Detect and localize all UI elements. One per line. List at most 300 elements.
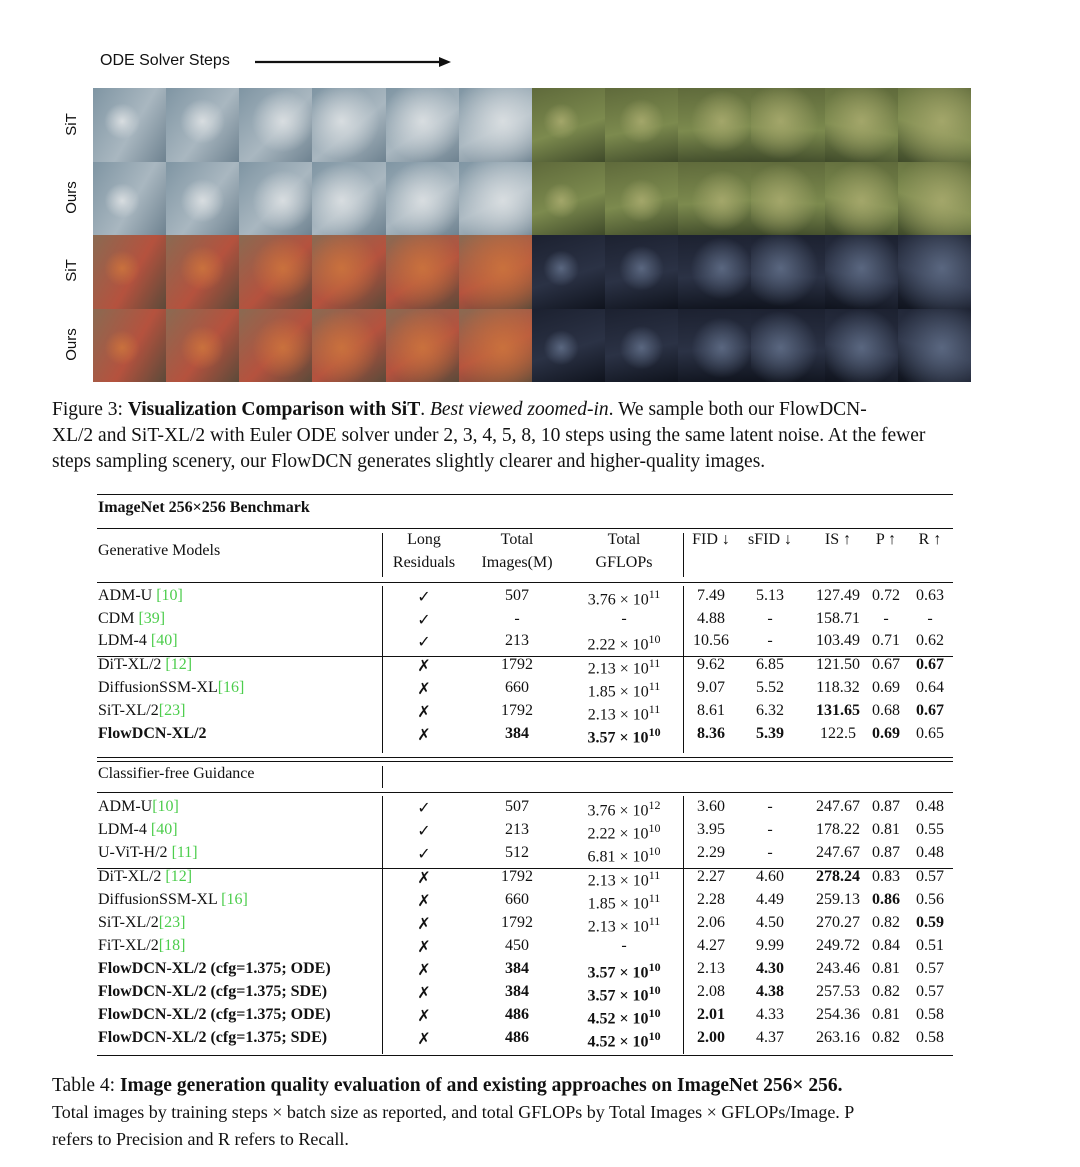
long-residual-cross: ✗ (417, 916, 431, 933)
model-name-text: SiT-XL/2 (98, 914, 159, 931)
sample-image-tile (459, 88, 532, 162)
sample-image-tile (239, 309, 312, 383)
citation-ref: [10] (152, 798, 179, 815)
model-name-text: ADM-U (98, 798, 153, 815)
model-name-text: LDM-4 (98, 632, 151, 649)
gflops-exponent: 10 (648, 725, 661, 739)
gflops-exponent: 10 (648, 632, 661, 646)
gflops-exponent: 10 (648, 1006, 661, 1020)
header-sfid: sFID ↓ (747, 531, 792, 548)
sample-image-tile (825, 235, 898, 309)
is-value: 247.67 (816, 844, 860, 861)
gflops-base: - (621, 609, 627, 627)
table-vline (683, 796, 684, 1054)
r-value: 0.48 (916, 798, 944, 815)
fid-value: 2.01 (697, 1006, 725, 1023)
model-name-text: DiffusionSSM-XL (98, 679, 218, 696)
table-rule (97, 761, 953, 762)
citation-ref: [40] (150, 821, 178, 838)
is-value: 254.36 (816, 1006, 860, 1023)
figure-caption-text-3: steps sampling scenery, our FlowDCN generates slightly clearer and higher-quality images. (52, 451, 766, 472)
row-label-sit-1: SiT (62, 113, 80, 136)
r-value: 0.58 (916, 1029, 944, 1046)
fid-value: 2.28 (697, 891, 725, 908)
sfid-value: 4.38 (756, 983, 784, 1000)
gflops-exponent: 11 (648, 914, 661, 928)
sample-image-tile (605, 162, 678, 236)
p-value: 0.67 (872, 656, 900, 673)
long-residual-cross: ✗ (417, 962, 431, 979)
sample-image-tile (312, 235, 385, 309)
gflops-base: 3.57 × 10 (587, 729, 649, 747)
header-total-images-2: Images(M) (481, 554, 553, 571)
fid-value: 3.95 (697, 821, 725, 838)
sample-image-tile (166, 162, 239, 236)
citation-ref: [11] (171, 844, 198, 861)
model-name (98, 702, 185, 720)
sample-image-tile (312, 309, 385, 383)
gflops-base: 2.22 × 10 (587, 636, 649, 654)
fid-value: 8.36 (697, 725, 725, 742)
gflops-base: 3.57 × 10 (587, 964, 649, 982)
table-title: ImageNet 256×256 Benchmark (98, 499, 310, 516)
table-caption-label: Table 4: (52, 1075, 116, 1096)
header-total-gflops-1: Total (607, 531, 641, 548)
total-images-value: 1792 (501, 868, 533, 885)
r-value: 0.67 (916, 656, 944, 673)
header-is: IS ↑ (824, 531, 852, 548)
table-vline (382, 766, 383, 788)
table-caption-title: Image generation quality evaluation of and existing approaches on ImageNet 256× 256. (119, 1075, 843, 1096)
model-name-text: FlowDCN-XL/2 (98, 1029, 207, 1046)
sample-image-tile (312, 88, 385, 162)
sample-image-tile (93, 309, 166, 383)
sfid-value: - (767, 821, 773, 838)
total-images-value: 507 (505, 798, 529, 815)
sample-image-tile (386, 309, 459, 383)
total-images-value: 384 (505, 725, 529, 742)
sample-image-tile (93, 162, 166, 236)
total-images-value: 1792 (501, 914, 533, 931)
gflops-exponent: 10 (648, 983, 661, 997)
model-name-text: U-ViT-H/2 (98, 844, 172, 861)
header-total-gflops-2: GFLOPs (595, 554, 653, 571)
r-value: 0.63 (916, 587, 944, 604)
is-value: 270.27 (816, 914, 860, 931)
gflops-base: 2.22 × 10 (587, 825, 649, 843)
sfid-value: - (767, 798, 773, 815)
table-vline (683, 533, 684, 577)
figure-caption-emphasis: Best viewed zoomed-in (429, 399, 609, 420)
sample-image-tile (386, 88, 459, 162)
is-value: 247.67 (816, 798, 860, 815)
gflops-base: 1.85 × 10 (587, 683, 649, 701)
p-value: - (883, 609, 889, 627)
sample-image-tile (166, 309, 239, 383)
r-value: 0.57 (916, 983, 944, 1000)
sfid-value: 4.50 (756, 914, 784, 931)
p-value: 0.84 (872, 937, 900, 954)
sample-image-tile (825, 309, 898, 383)
row-label-ours-1: Ours (62, 181, 80, 214)
fid-value: 4.27 (697, 937, 725, 954)
gflops-base: 1.85 × 10 (587, 895, 649, 913)
sfid-value: 5.52 (756, 679, 784, 696)
total-images-value: 1792 (501, 656, 533, 673)
sfid-value: 6.85 (756, 656, 784, 673)
table-caption-line-3: refers to Precision and R refers to Recall. (52, 1129, 349, 1149)
model-name (98, 725, 206, 743)
gflops-base: 3.76 × 10 (587, 591, 649, 609)
total-images-value: 660 (505, 891, 529, 908)
sample-image-tile (678, 309, 751, 383)
sample-image-tile (386, 162, 459, 236)
is-value: 131.65 (816, 702, 860, 719)
row-label-ours-2: Ours (62, 328, 80, 361)
r-value: 0.65 (916, 725, 944, 742)
table-rule (97, 528, 953, 529)
p-value: 0.69 (872, 679, 900, 696)
gflops-exponent: 11 (648, 587, 661, 601)
model-config-text: (cfg=1.375; SDE) (206, 1029, 328, 1046)
model-name-text: DiffusionSSM-XL (98, 891, 222, 908)
sample-image-tile (751, 235, 824, 309)
is-value: 118.32 (816, 679, 860, 696)
sfid-value: 9.99 (756, 937, 784, 954)
is-value: 249.72 (816, 937, 860, 954)
long-residual-cross: ✗ (417, 1008, 431, 1025)
r-value: 0.48 (916, 844, 944, 861)
total-images-value: 1792 (501, 702, 533, 719)
long-residual-check: ✓ (417, 611, 431, 629)
header-precision: P ↑ (875, 531, 897, 548)
r-value: 0.59 (916, 914, 944, 931)
model-name (98, 679, 244, 697)
long-residual-cross: ✗ (417, 658, 431, 675)
gflops-base: 2.13 × 10 (587, 872, 649, 890)
gflops-base: 2.13 × 10 (587, 918, 649, 936)
p-value: 0.83 (872, 868, 900, 885)
citation-ref: [23] (158, 914, 186, 931)
gflops-base: 2.13 × 10 (587, 660, 649, 678)
fid-value: 2.08 (697, 983, 725, 1000)
sample-image-tile (459, 235, 532, 309)
fid-value: 4.88 (697, 609, 725, 627)
total-images-value: 213 (505, 821, 529, 838)
model-name (98, 632, 178, 650)
total-images-value: 486 (505, 1029, 529, 1046)
model-name (98, 610, 165, 628)
sample-image-tile (239, 235, 312, 309)
gflops-base: 4.52 × 10 (587, 1033, 649, 1051)
table-rule (97, 757, 953, 758)
sample-image-tile (751, 88, 824, 162)
cfg-section-label: Classifier-free Guidance (98, 765, 255, 782)
citation-ref: [23] (158, 702, 186, 719)
figure-caption: Figure 3: Visualization Comparison with SiT. Best viewed zoomed-in. We sample both our FlowDCN- XL/2 and SiT-XL/2 with Euler ODE solver under 2, 3, 4, 5, 8, 10 steps using the same latent noise. At the fewer steps sampling scenery, our FlowDCN generates slightly clearer and higher-quality images. (52, 399, 926, 472)
citation-ref: [16] (217, 679, 245, 696)
sample-image-tile (532, 235, 605, 309)
model-name-text: SiT-XL/2 (98, 702, 159, 719)
sample-image-tile (678, 88, 751, 162)
sfid-value: - (767, 632, 773, 649)
fid-value: 2.06 (697, 914, 725, 931)
sample-image-tile (532, 88, 605, 162)
sample-image-tile (605, 309, 678, 383)
fid-value: 2.00 (697, 1029, 725, 1046)
table-rule (97, 582, 953, 583)
fid-value: 10.56 (693, 632, 729, 649)
sample-image-tile (678, 162, 751, 236)
sample-image-tile (898, 235, 971, 309)
is-value: 259.13 (816, 891, 860, 908)
gflops-base: - (621, 937, 627, 954)
citation-ref: [12] (165, 656, 193, 673)
citation-ref: [40] (150, 632, 178, 649)
gflops-exponent: 10 (648, 960, 661, 974)
model-name-text: FlowDCN-XL/2 (98, 960, 207, 977)
sfid-value: 6.32 (756, 702, 784, 719)
header-models: Generative Models (98, 542, 221, 559)
r-value: 0.57 (916, 868, 944, 885)
table-rule (97, 494, 953, 495)
header-long-1: Long (407, 531, 441, 548)
r-value: 0.67 (916, 702, 944, 719)
model-name (98, 960, 331, 978)
citation-ref: [39] (138, 609, 166, 627)
model-name (98, 914, 185, 932)
gflops-exponent: 10 (648, 1029, 661, 1043)
r-value: 0.58 (916, 1006, 944, 1023)
sample-image-tile (386, 235, 459, 309)
model-name (98, 937, 185, 955)
gflops-exponent: 11 (648, 868, 661, 882)
gflops-exponent: 12 (648, 798, 661, 812)
is-value: 127.49 (816, 587, 860, 604)
row-label-sit-2: SiT (62, 259, 80, 282)
table-vline (382, 796, 383, 1054)
sfid-value: 4.30 (756, 960, 784, 977)
long-residual-cross: ✗ (417, 1031, 431, 1048)
sfid-value: 4.60 (756, 868, 784, 885)
long-residual-cross: ✗ (417, 870, 431, 887)
steps-arrow-icon (255, 55, 455, 69)
is-value: 178.22 (816, 821, 860, 838)
long-residual-check: ✓ (417, 634, 431, 651)
model-config-text: (cfg=1.375; SDE) (206, 983, 328, 1000)
long-residual-cross: ✗ (417, 704, 431, 721)
sample-image-tile (825, 162, 898, 236)
citation-ref: [10] (156, 587, 183, 604)
sample-image-tile (825, 88, 898, 162)
long-residual-cross: ✗ (417, 939, 431, 956)
fid-value: 9.62 (697, 656, 725, 673)
gflops-base: 4.52 × 10 (587, 1010, 649, 1028)
is-value: 278.24 (816, 868, 860, 885)
citation-ref: [16] (221, 891, 248, 908)
table-caption (52, 1073, 1012, 1153)
header-long-2: Residuals (392, 554, 456, 571)
fid-value: 3.60 (697, 798, 725, 815)
sample-image-tile (605, 235, 678, 309)
sfid-value: 5.13 (756, 587, 784, 604)
header-total-images-1: Total (500, 531, 534, 548)
sfid-value: 4.37 (756, 1029, 784, 1046)
model-name-text: CDM (98, 609, 139, 627)
total-images-value: 213 (505, 632, 529, 649)
model-name (98, 656, 192, 674)
model-name-text: FlowDCN-XL/2 (98, 983, 207, 1000)
sample-image-tile (93, 88, 166, 162)
r-value: 0.51 (916, 937, 944, 954)
table-caption-line-2: Total images by training steps × batch size as reported, and total GFLOPs by Total Images × GFLOPs/Image. P (52, 1102, 855, 1122)
long-residual-check: ✓ (417, 823, 431, 840)
is-value: 243.46 (816, 960, 860, 977)
sample-image-tile (93, 235, 166, 309)
table-vline (382, 533, 383, 577)
gflops-exponent: 10 (648, 844, 661, 858)
model-name-text: LDM-4 (98, 821, 151, 838)
model-name-text: FiT-XL/2 (98, 937, 159, 954)
total-images-value: 660 (505, 679, 529, 696)
p-value: 0.81 (872, 1006, 900, 1023)
sample-image-grid (93, 88, 971, 382)
long-residual-cross: ✗ (417, 985, 431, 1002)
model-name-text: FlowDCN-XL/2 (98, 1006, 207, 1023)
gflops-exponent: 11 (648, 679, 661, 693)
total-images-value: 450 (505, 937, 529, 954)
gflops-base: 2.13 × 10 (587, 706, 649, 724)
r-value: 0.55 (916, 821, 944, 838)
total-images-value: 384 (505, 983, 529, 1000)
model-config-text: (cfg=1.375; ODE) (206, 1006, 331, 1023)
gflops-base: 3.57 × 10 (587, 987, 649, 1005)
gflops-base: 6.81 × 10 (587, 848, 649, 866)
model-name-text: DiT-XL/2 (98, 656, 166, 673)
p-value: 0.72 (872, 587, 900, 604)
sample-image-tile (605, 88, 678, 162)
p-value: 0.81 (872, 960, 900, 977)
sfid-value: 5.39 (756, 725, 784, 742)
model-name (98, 844, 198, 862)
long-residual-check: ✓ (417, 589, 431, 606)
total-images-value: - (514, 609, 520, 627)
model-name (98, 983, 327, 1001)
figure-caption-text-2: XL/2 and SiT-XL/2 with Euler ODE solver under 2, 3, 4, 5, 8, 10 steps using the same latent noise. At the fewer (52, 425, 926, 446)
total-images-value: 384 (505, 960, 529, 977)
figure-steps-label: ODE Solver Steps (100, 52, 230, 69)
model-name (98, 1006, 331, 1024)
long-residual-check: ✓ (417, 846, 431, 863)
model-name (98, 821, 178, 839)
gflops-exponent: 11 (648, 656, 661, 670)
sfid-value: 4.33 (756, 1006, 784, 1023)
sample-image-tile (239, 162, 312, 236)
citation-ref: [12] (165, 868, 193, 885)
is-value: 121.50 (816, 656, 860, 673)
long-residual-check: ✓ (417, 800, 431, 817)
r-value: 0.64 (916, 679, 944, 696)
long-residual-cross: ✗ (417, 727, 431, 744)
sfid-value: - (767, 609, 773, 627)
total-images-value: 486 (505, 1006, 529, 1023)
sample-image-tile (532, 162, 605, 236)
p-value: 0.87 (872, 844, 900, 861)
p-value: 0.82 (872, 983, 900, 1000)
sfid-value: - (767, 844, 773, 861)
r-value: - (927, 609, 933, 627)
sample-image-tile (678, 235, 751, 309)
sample-image-tile (751, 309, 824, 383)
sample-image-tile (532, 309, 605, 383)
p-value: 0.87 (872, 798, 900, 815)
sample-image-tile (459, 309, 532, 383)
model-config-text: (cfg=1.375; ODE) (206, 960, 331, 977)
total-images-value: 512 (505, 844, 529, 861)
sfid-value: 4.49 (756, 891, 784, 908)
r-value: 0.62 (916, 632, 944, 649)
fid-value: 8.61 (697, 702, 725, 719)
sample-image-tile (312, 162, 385, 236)
fid-value: 2.27 (697, 868, 725, 885)
p-value: 0.69 (872, 725, 900, 742)
long-residual-cross: ✗ (417, 681, 431, 698)
figure-caption-label: Figure 3: (52, 399, 123, 420)
table-rule (97, 1055, 953, 1056)
is-value: 257.53 (816, 983, 860, 1000)
sample-image-tile (898, 88, 971, 162)
sample-image-tile (239, 88, 312, 162)
p-value: 0.81 (872, 821, 900, 838)
model-name (98, 1029, 327, 1047)
fid-value: 2.13 (697, 960, 725, 977)
figure-caption-title: Visualization Comparison with SiT (127, 399, 421, 420)
gflops-exponent: 11 (648, 891, 661, 905)
is-value: 122.5 (820, 725, 856, 742)
sample-image-tile (166, 88, 239, 162)
model-name (98, 798, 179, 816)
r-value: 0.57 (916, 960, 944, 977)
model-name-text: FlowDCN-XL/2 (98, 725, 207, 742)
table-vline (382, 586, 383, 753)
is-value: 158.71 (816, 609, 860, 627)
sample-image-tile (898, 309, 971, 383)
sample-image-tile (751, 162, 824, 236)
fid-value: 2.29 (697, 844, 725, 861)
citation-ref: [18] (158, 937, 186, 954)
sample-image-tile (166, 235, 239, 309)
gflops-exponent: 11 (648, 702, 661, 716)
header-fid: FID ↓ (692, 531, 730, 548)
p-value: 0.68 (872, 702, 900, 719)
p-value: 0.82 (872, 914, 900, 931)
p-value: 0.82 (872, 1029, 900, 1046)
table-vline (683, 586, 684, 753)
fid-value: 9.07 (697, 679, 725, 696)
model-name (98, 868, 192, 886)
is-value: 263.16 (816, 1029, 860, 1046)
p-value: 0.86 (872, 891, 900, 908)
is-value: 103.49 (816, 632, 860, 649)
model-name-text: ADM-U (98, 587, 157, 604)
header-recall: R ↑ (918, 531, 942, 548)
model-name-text: DiT-XL/2 (98, 868, 166, 885)
table-rule (97, 792, 953, 793)
gflops-exponent: 10 (648, 821, 661, 835)
model-name (98, 587, 183, 605)
model-name (98, 891, 248, 909)
fid-value: 7.49 (697, 587, 725, 604)
